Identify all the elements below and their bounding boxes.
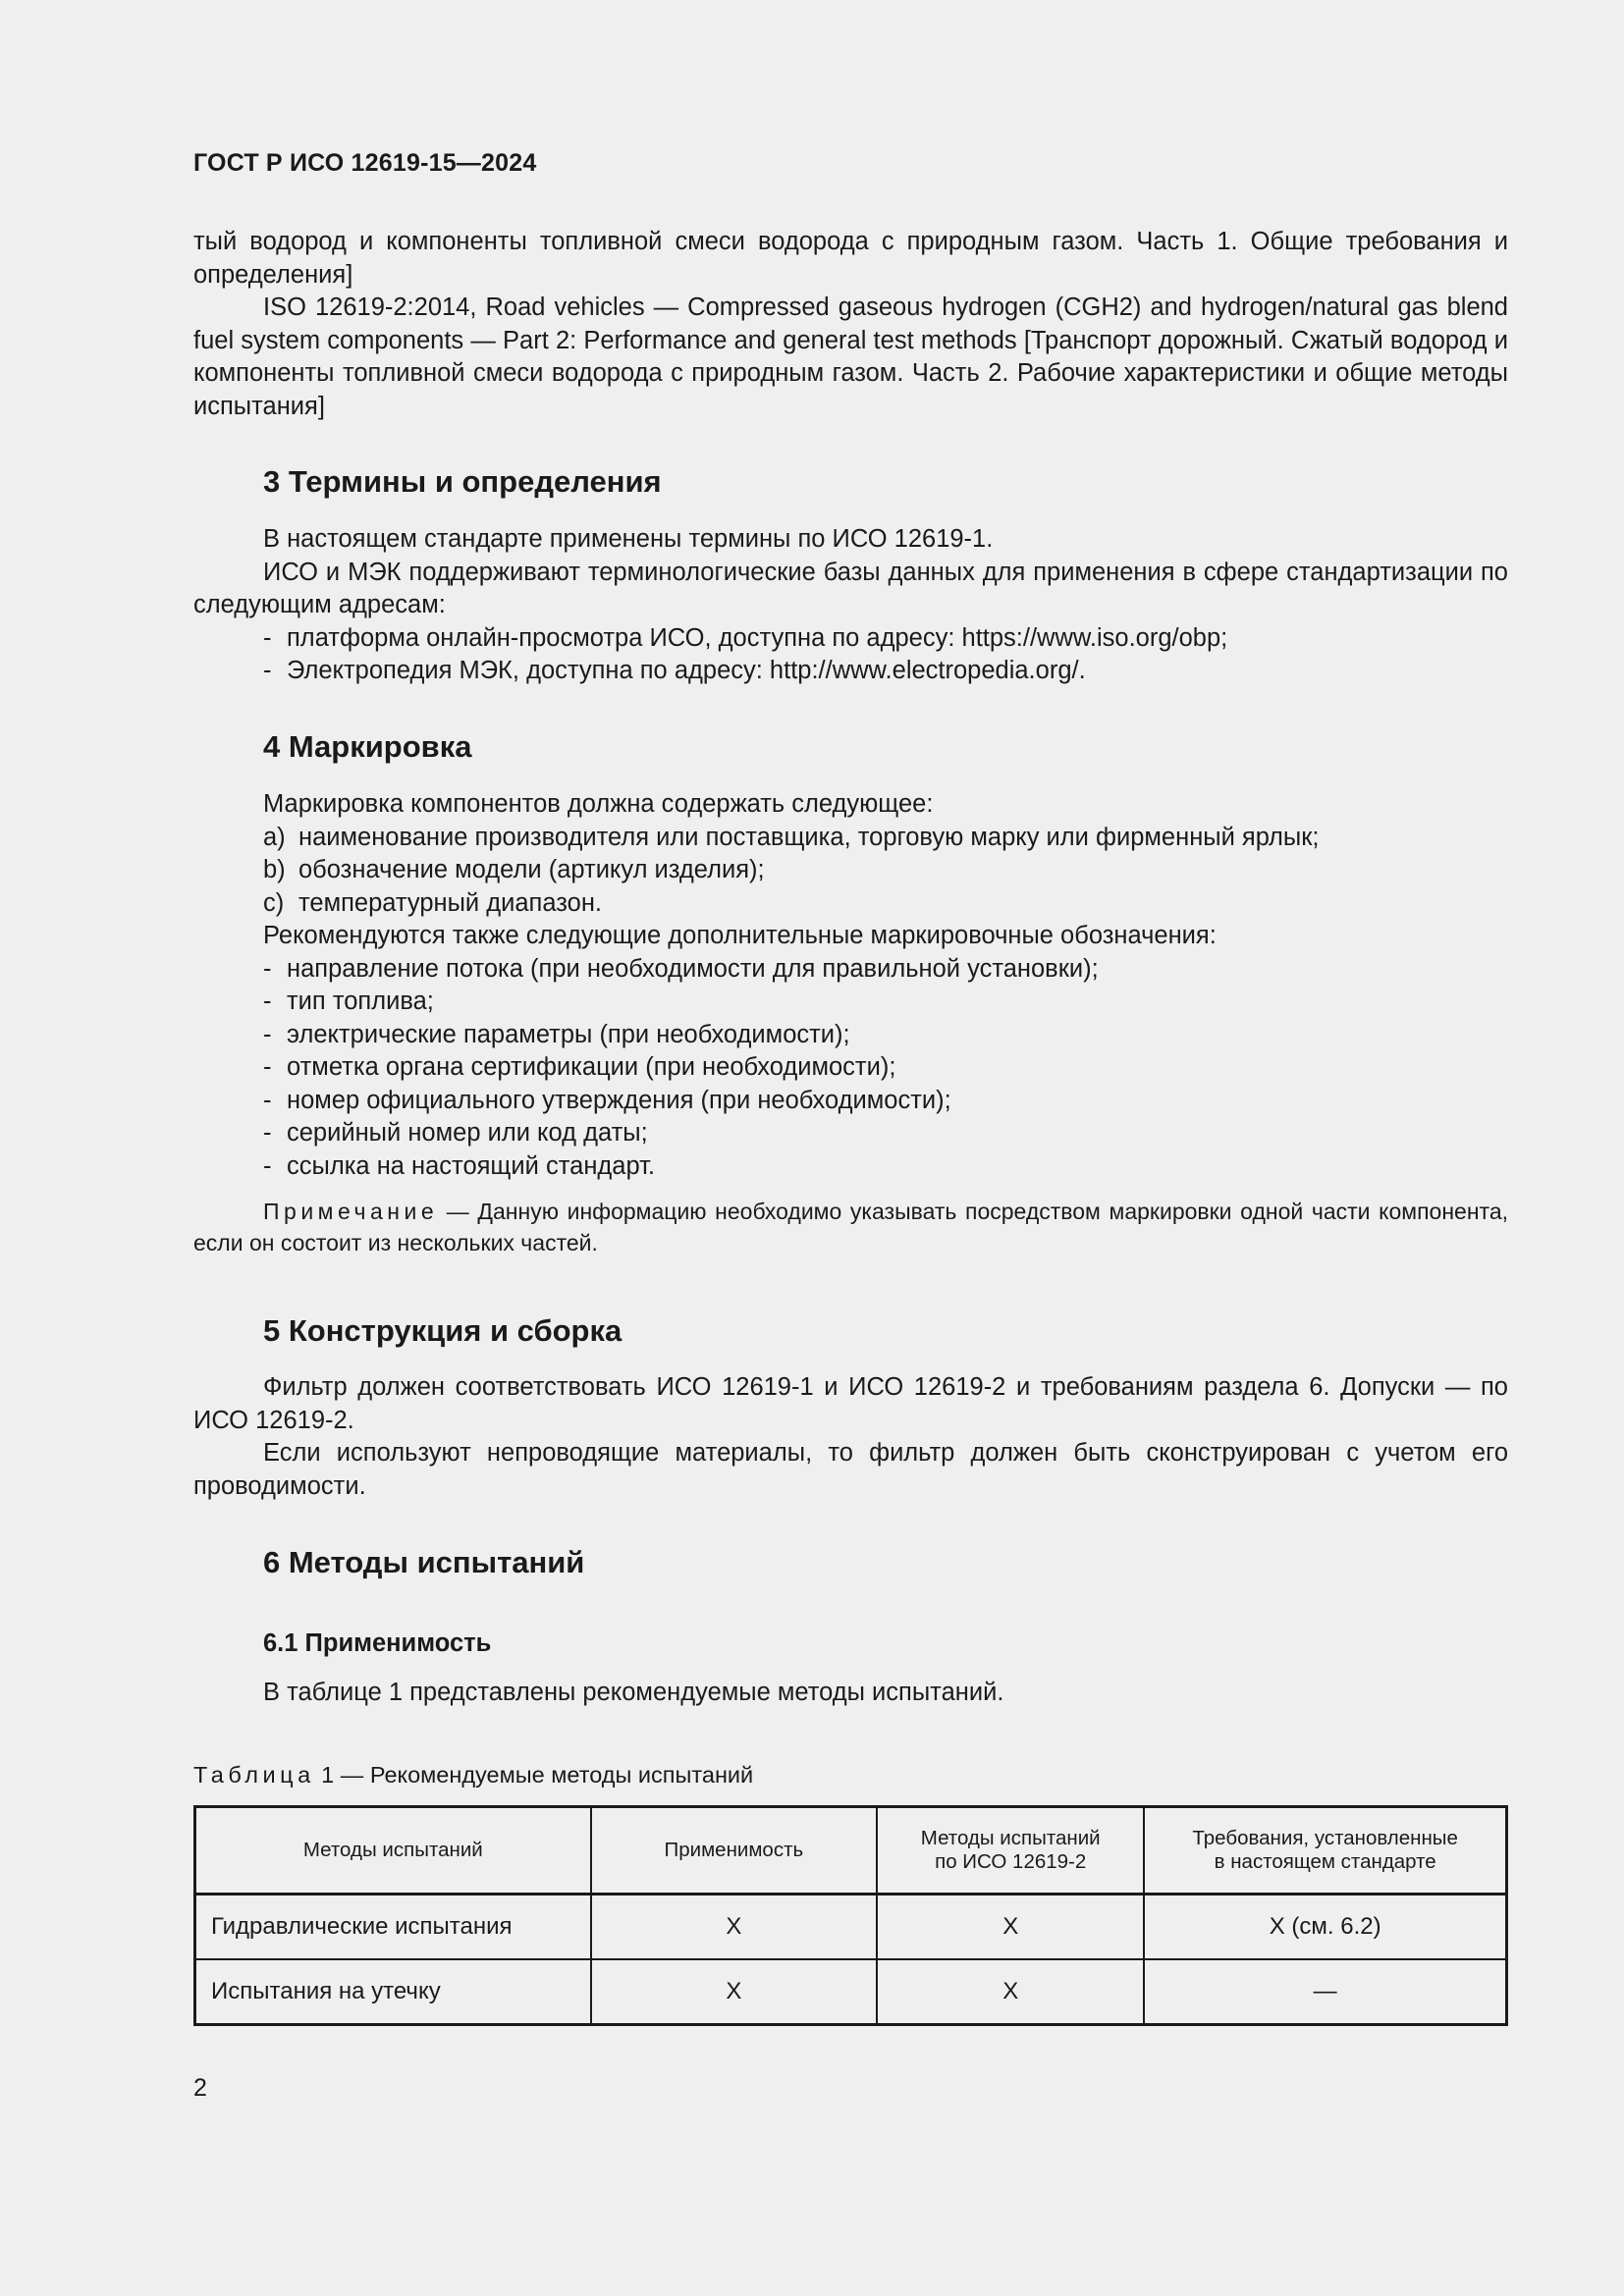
list-item-text: направление потока (при необходимости для правильной установки); <box>287 954 1099 983</box>
list-item-text: Электропедия МЭК, доступна по адресу: http://www.electropedia.org/. <box>287 657 1086 684</box>
table-header-cell <box>1144 1807 1506 1895</box>
header-line: Методы испытаний <box>920 1827 1101 1849</box>
list-marker: - <box>263 623 272 652</box>
list-marker: b) <box>263 856 286 883</box>
section-4-title: 4 Маркировка <box>263 729 472 764</box>
list-item <box>193 1019 1508 1052</box>
list-item <box>193 887 1508 921</box>
list-item <box>193 854 1508 887</box>
test-methods-table <box>193 1805 1508 2026</box>
section-5-body <box>193 1371 1508 1503</box>
table-caption <box>193 1762 753 1789</box>
table-header-cell <box>591 1807 877 1895</box>
list-item <box>193 655 1508 688</box>
list-marker: - <box>263 988 272 1015</box>
table-header-row <box>195 1807 1507 1895</box>
list-marker: - <box>263 1053 272 1081</box>
list-item <box>193 953 1508 987</box>
list-marker: c) <box>263 888 285 917</box>
header-line: Применимость <box>664 1839 804 1861</box>
list-item <box>193 1150 1508 1184</box>
list-item-text: серийный номер или код даты; <box>287 1119 648 1147</box>
paragraph: В таблице 1 представлены рекомендуемые методы испытаний. <box>263 1679 1004 1706</box>
section-5-title: 5 Конструкция и сборка <box>263 1313 623 1348</box>
reference-1-continuation: тый водород и компоненты топливной смеси водорода с природным газом. Часть 1. Общие требования и определения] <box>193 228 1508 289</box>
table-cell: X <box>877 1959 1144 2025</box>
table-cell: X (см. 6.2) <box>1144 1895 1506 1960</box>
list-item <box>193 622 1508 656</box>
section-3-title: 3 Термины и определения <box>263 464 662 499</box>
list-item-text: платформа онлайн-просмотра ИСО, доступна по адресу: https://www.iso.org/obp; <box>287 623 1228 652</box>
section-4-body <box>193 788 1508 1183</box>
reference-iso-12619-2: ISO 12619-2:2014, Road vehicles — Compressed gaseous hydrogen (CGH2) and hydrogen/natural gas blend fuel system components — Part 2: Performance and general test methods [Транспорт дорожный. Сжатый водород и компоненты топливной смеси водорода с природным газом. Часть 2. Рабочие характеристики и общие методы испытания] <box>193 294 1508 420</box>
note-text: — Данную информацию необходимо указывать посредством маркировки одной части компонента, если он состоит из нескольких частей. <box>193 1199 1508 1255</box>
table-caption-label: Таблица <box>193 1762 315 1788</box>
table-row <box>195 1895 1507 1960</box>
list-marker: - <box>263 954 272 983</box>
table-cell: X <box>591 1959 877 2025</box>
table-cell: X <box>877 1895 1144 1960</box>
list-item <box>193 986 1508 1019</box>
paragraph: Если используют непроводящие материалы, то фильтр должен быть сконструирован с учетом его проводимости. <box>193 1439 1508 1500</box>
document-code: ГОСТ Р ИСО 12619-15—2024 <box>193 149 537 177</box>
table-row <box>195 1959 1507 2025</box>
list-item-text: обозначение модели (артикул изделия); <box>298 856 765 883</box>
table-cell: Испытания на утечку <box>195 1959 591 2025</box>
list-item-text: электрические параметры (при необходимости); <box>287 1020 850 1048</box>
subsection-6-1-title: 6.1 Применимость <box>263 1629 492 1657</box>
header-line: в настоящем стандарте <box>1214 1850 1436 1873</box>
list-item-text: ссылка на настоящий стандарт. <box>287 1151 656 1180</box>
table-header-cell <box>195 1807 591 1895</box>
list-marker: - <box>263 1086 272 1114</box>
header-line: Требования, установленные <box>1192 1827 1458 1849</box>
section-3-body <box>193 523 1508 688</box>
paragraph: В настоящем стандарте применены термины по ИСО 12619-1. <box>263 525 994 553</box>
table-cell: X <box>591 1895 877 1960</box>
table-cell: — <box>1144 1959 1506 2025</box>
list-item-text: температурный диапазон. <box>298 888 603 917</box>
table-header-cell <box>877 1807 1144 1895</box>
paragraph: ИСО и МЭК поддерживают терминологические базы данных для применения в сфере стандартизации по следующим адресам: <box>193 558 1508 618</box>
list-item-text: наименование производителя или поставщика, торговую марку или фирменный ярлык; <box>298 823 1320 851</box>
note-label: Примечание <box>263 1199 439 1224</box>
paragraph: Рекомендуются также следующие дополнительные маркировочные обозначения: <box>263 922 1217 949</box>
references-continuation <box>193 226 1508 423</box>
list-item <box>193 1085 1508 1118</box>
list-item-text: отметка органа сертификации (при необходимости); <box>287 1053 896 1081</box>
list-marker: - <box>263 657 272 684</box>
list-item <box>193 822 1508 855</box>
table-caption-text: 1 — Рекомендуемые методы испытаний <box>314 1762 754 1788</box>
note <box>193 1196 1508 1258</box>
table-cell: Гидравлические испытания <box>195 1895 591 1960</box>
paragraph: Фильтр должен соответствовать ИСО 12619-1 и ИСО 12619-2 и требованиям раздела 6. Допуски — по ИСО 12619-2. <box>193 1373 1508 1434</box>
list-marker: - <box>263 1151 272 1180</box>
header-line: по ИСО 12619-2 <box>935 1850 1087 1873</box>
list-item-text: номер официального утверждения (при необходимости); <box>287 1086 951 1114</box>
list-item-text: тип топлива; <box>287 988 434 1015</box>
page-number: 2 <box>193 2074 207 2102</box>
list-marker: a) <box>263 823 286 851</box>
list-item <box>193 1117 1508 1150</box>
list-marker: - <box>263 1020 272 1048</box>
list-marker: - <box>263 1119 272 1147</box>
section-6-body <box>193 1677 1508 1710</box>
paragraph: Маркировка компонентов должна содержать следующее: <box>263 790 934 818</box>
section-6-title: 6 Методы испытаний <box>263 1545 585 1579</box>
header-line: Методы испытаний <box>302 1839 483 1861</box>
list-item <box>193 1051 1508 1085</box>
